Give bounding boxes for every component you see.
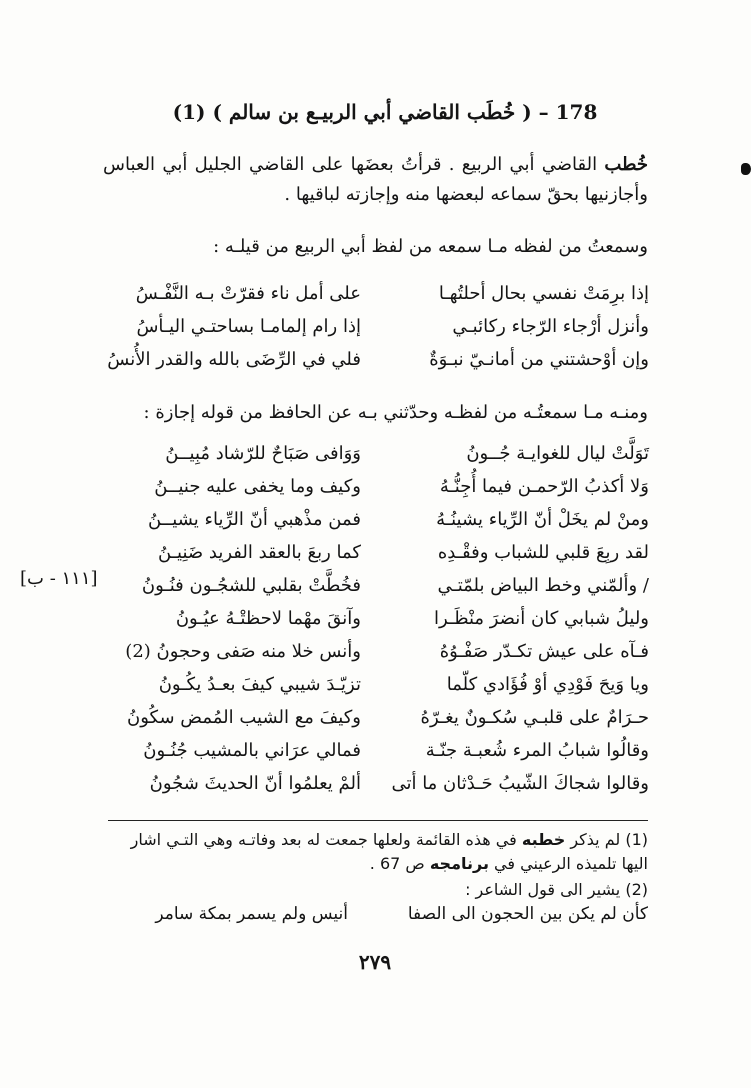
verse-first-hemistich: لقد ربِعَ قلبي للشباب وفقْـدِه [437, 542, 649, 563]
footnote-2-verse-first-half: كأن لم يكن بين الحجون الى الصفا [407, 904, 648, 924]
verse-first-hemistich: وقالُوا شبابُ المرء شُعبـة جنّـة [425, 740, 649, 761]
verse-line [89, 770, 649, 803]
footnote-2-text: يشير الى قول الشاعر : [465, 880, 626, 899]
verse-line [89, 473, 649, 506]
verse-second-hemistich: فخُطَّتْ بقلبي للشجُـون فنُـونُ [141, 575, 361, 596]
verse-first-hemistich: ويا وَيحَ فَوْدِي أوْ فُؤَادي كلّما [446, 674, 649, 695]
verse-second-hemistich: إذا رام إلمامـا بساحتـي اليـأسُ [136, 316, 361, 337]
intro-lead-word: خُطب [604, 154, 648, 175]
verse-first-hemistich: وأنزل أرْجاء الرّجاء ركائبـي [452, 316, 649, 337]
verse-second-hemistich: فمن مذْهبي أنّ الرِّياء يشيــنُ [148, 509, 361, 530]
intro-text: القاضي أبي الربيع . قرأتُ بعضَها على القاضي الجليل أبي العباس وأجازنيها بحقّ سماعه لبعضها منه وإجازته لباقيها . [103, 154, 648, 205]
verse-first-hemistich: حـرَامٌ على قلبـي سُكـونٌ يغـرّهُ [420, 707, 649, 728]
verse-second-hemistich: تزيّـدَ شيبي كيفَ بعـدُ يكُـونُ [158, 674, 361, 695]
verse-line [89, 506, 649, 539]
entry-heading: 178 – ( خُطَب القاضي أبي الربيـع بن سالم ) (1) [172, 100, 598, 124]
footnote-2-number: (2) [625, 880, 648, 899]
verse-line [89, 572, 649, 605]
footnote-1-number: (1) [625, 830, 648, 849]
footnote-1-bold-a: خطبه [521, 830, 566, 849]
verse-first-hemistich: إذا برِمَتْ نفسي بحال أحلتُهـا [438, 283, 649, 304]
footnote-divider [108, 820, 648, 821]
verse-first-hemistich: وَلا أكذبُ الرّحمـن فيما أُجِنُّـهُ [439, 476, 649, 497]
footnote-1 [103, 828, 648, 876]
verse-first-hemistich: وإن أوْحشتني من أمانـيّ نبـوَةٌ [429, 349, 649, 370]
verse-second-hemistich: على أمل ناء فقرّتْ بـه النَّفْـسُ [135, 283, 361, 304]
verse-first-hemistich: وقالوا شجاكَ الشّيبُ حَـدْثان ما أتى [391, 773, 649, 794]
verse-first-hemistich: فـآه على عيش تكـدّر صَفْـوُهُ [439, 641, 649, 662]
verse-second-hemistich: فمالي عرَاني بالمشيب جُنُـونُ [143, 740, 361, 761]
verse-line [89, 671, 649, 704]
heard-paragraph: وسمعتُ من لفظه مـا سمعه من لفظ أبي الربيع من قيلـه : [213, 236, 648, 257]
ijaza-paragraph: ومنـه مـا سمعتُـه من لفظـه وحدّثني بـه عن الحافظ من قوله إجازة : [143, 402, 648, 423]
verse-second-hemistich: فلي في الرِّضَى بالله والقدر الأُنسُ [107, 349, 361, 370]
verse-first-hemistich: ومنْ لم يخَلْ أنّ الرِّياء يشينُـهُ [436, 509, 649, 530]
verse-second-hemistich: ألمْ يعلمُوا أنّ الحديثَ شجُونُ [149, 773, 361, 794]
verse-line [89, 280, 649, 313]
verse-second-hemistich: وكيفَ مع الشيب المُمض سكُونُ [127, 707, 361, 728]
verse-second-hemistich: وآنقَ مهْما لاحظتْـهُ عيُـونُ [175, 608, 361, 629]
verse-second-hemistich: وكيف وما يخفى عليه جنيــنُ [154, 476, 361, 497]
poem-block-1 [89, 280, 649, 379]
verse-first-hemistich: / وألمّني وخط البياض بلمّتـي [437, 575, 649, 596]
verse-second-hemistich: وأنس خلا منه صَفى وحجونُ (2) [125, 641, 361, 662]
verse-first-hemistich: تَوَلَّتْ ليال للغوايـة جُــونُ [466, 443, 649, 464]
verse-line [89, 638, 649, 671]
verse-line [89, 704, 649, 737]
footnote-1-bold-b: برنامجه [429, 854, 489, 873]
verse-first-hemistich: وليلُ شبابي كان أنضرَ منْظَـرا [433, 608, 649, 629]
verse-line [89, 605, 649, 638]
footnote-1-text-c: ص 67 . [369, 854, 430, 873]
verse-line [89, 346, 649, 379]
verse-line [89, 313, 649, 346]
footnote-2 [103, 878, 648, 902]
verse-second-hemistich: وَوَافى صَبَاحٌ للرّشاد مُبِيــنُ [165, 443, 361, 464]
footnote-1-text-a: لم يذكر [565, 830, 626, 849]
manuscript-folio-note: [١١١ - ب] [20, 568, 98, 589]
page-number: ٢٧٩ [358, 950, 392, 974]
verse-line [89, 737, 649, 770]
intro-paragraph [103, 150, 648, 210]
verse-line [89, 539, 649, 572]
poem-block-2 [89, 440, 649, 803]
footnote-2-verse-second-half: أنيس ولم يسمر بمكة سامر [155, 904, 348, 924]
page-edge-mark [741, 163, 751, 175]
verse-line [89, 440, 649, 473]
footnote-1-text-b: في هذه القائمة ولعلها جمعت له بعد وفاتـه وهي التـي اشار اليها تلميذه الرعيني في [130, 830, 648, 873]
verse-second-hemistich: كما ربعَ بالعقد الفريد ضَنِيـنُ [158, 542, 361, 563]
